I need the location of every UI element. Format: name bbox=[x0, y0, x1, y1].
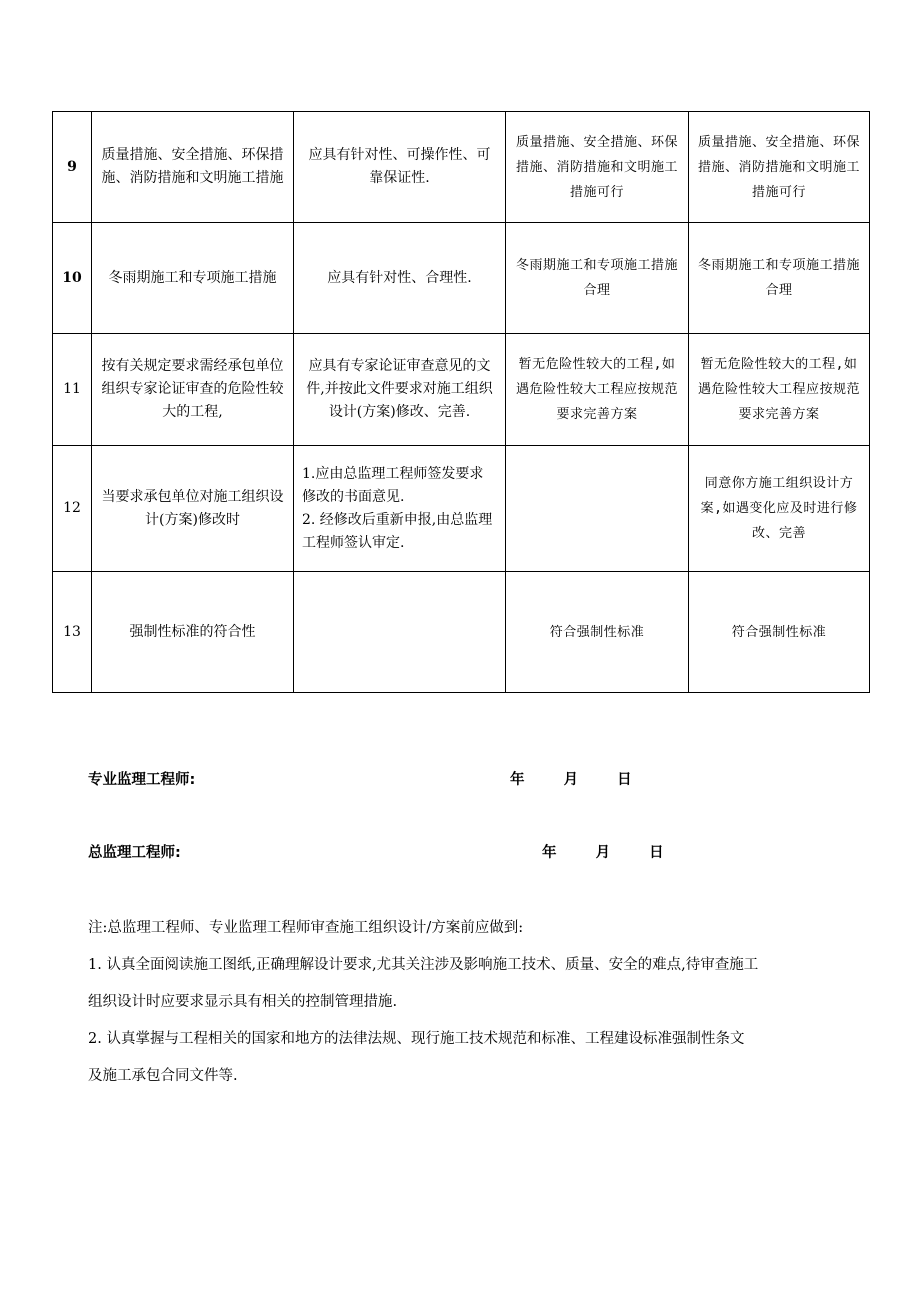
review-item: 当要求承包单位对施工组织设计(方案)修改时 bbox=[92, 446, 294, 572]
review-requirement: 应具有针对性、合理性. bbox=[294, 223, 506, 334]
note-item-1-line-1: 1. 认真全面阅读施工图纸,正确理解设计要求,尤其关注涉及影响施工技术、质量、安全的难点,待审查施工 bbox=[88, 957, 759, 973]
table-row bbox=[53, 446, 870, 572]
row-number: 13 bbox=[53, 572, 92, 693]
note-item-2-line-1: 2. 认真掌握与工程相关的国家和地方的法律法规、现行施工技术规范和标准、工程建设标准强制性条文 bbox=[88, 1031, 745, 1047]
review-requirement: 应具有专家论证审查意见的文件,并按此文件要求对施工组织设计(方案)修改、完善. bbox=[294, 334, 506, 446]
year-label: 年 bbox=[542, 845, 557, 861]
chief-sign-date bbox=[542, 841, 664, 862]
requirement-line-1: 1.应由总监理工程师签发要求修改的书面意见. bbox=[302, 465, 484, 505]
row-number: 11 bbox=[53, 334, 92, 446]
review-item: 按有关规定要求需经承包单位组织专家论证审查的危险性较大的工程, bbox=[92, 334, 294, 446]
day-label: 日 bbox=[617, 772, 632, 788]
professional-engineer-label: 专业监理工程师: bbox=[88, 772, 196, 788]
table-row bbox=[53, 572, 870, 693]
review-opinion-b: 质量措施、安全措施、环保措施、消防措施和文明施工措施可行 bbox=[689, 112, 870, 223]
professional-sign-date bbox=[510, 768, 632, 789]
review-opinion-b: 暂无危险性较大的工程,如遇危险性较大工程应按规范要求完善方案 bbox=[689, 334, 870, 446]
requirement-line-2: 2. 经修改后重新申报,由总监理工程师签认审定. bbox=[302, 511, 493, 551]
review-requirement bbox=[294, 572, 506, 693]
note-intro: 注:总监理工程师、专业监理工程师审查施工组织设计/方案前应做到: bbox=[88, 920, 524, 936]
month-label: 月 bbox=[563, 772, 579, 788]
day-label: 日 bbox=[649, 845, 664, 861]
review-opinion-a bbox=[506, 446, 689, 572]
review-opinion-b: 符合强制性标准 bbox=[689, 572, 870, 693]
review-item: 强制性标准的符合性 bbox=[92, 572, 294, 693]
review-table bbox=[52, 111, 870, 693]
review-item: 质量措施、安全措施、环保措施、消防措施和文明施工措施 bbox=[92, 112, 294, 223]
row-number: 10 bbox=[53, 223, 92, 334]
row-number: 12 bbox=[53, 446, 92, 572]
note-item-2-line-2: 及施工承包合同文件等. bbox=[88, 1068, 238, 1084]
review-opinion-a: 符合强制性标准 bbox=[506, 572, 689, 693]
review-opinion-b: 同意你方施工组织设计方案,如遇变化应及时进行修改、完善 bbox=[689, 446, 870, 572]
review-opinion-a: 质量措施、安全措施、环保措施、消防措施和文明施工措施可行 bbox=[506, 112, 689, 223]
row-number: 9 bbox=[53, 112, 92, 223]
chief-engineer-label: 总监理工程师: bbox=[88, 845, 181, 861]
review-requirement bbox=[294, 446, 506, 572]
review-opinion-a: 暂无危险性较大的工程,如遇危险性较大工程应按规范要求完善方案 bbox=[506, 334, 689, 446]
review-requirement: 应具有针对性、可操作性、可靠保证性. bbox=[294, 112, 506, 223]
review-opinion-b: 冬雨期施工和专项施工措施合理 bbox=[689, 223, 870, 334]
table-row bbox=[53, 223, 870, 334]
note-item-1-line-2: 组织设计时应要求显示具有相关的控制管理措施. bbox=[88, 994, 398, 1010]
table-row bbox=[53, 334, 870, 446]
review-item: 冬雨期施工和专项施工措施 bbox=[92, 223, 294, 334]
year-label: 年 bbox=[510, 772, 525, 788]
review-opinion-a: 冬雨期施工和专项施工措施合理 bbox=[506, 223, 689, 334]
table-row bbox=[53, 112, 870, 223]
month-label: 月 bbox=[595, 845, 611, 861]
